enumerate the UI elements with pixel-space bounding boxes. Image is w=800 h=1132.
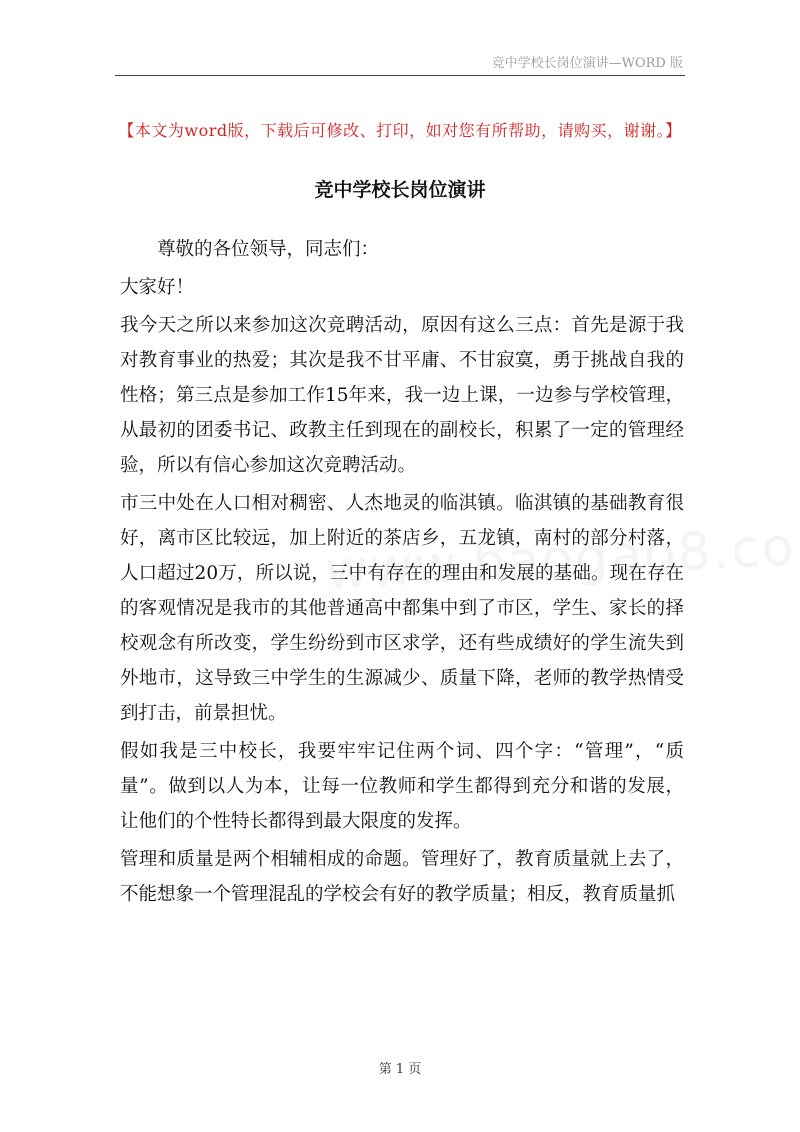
paragraph: 管理和质量是两个相辅相成的命题。管理好了，教育质量就上去了，不能想象一个管理混乱的学校会有好的教学质量；相反，教育质量抓: [120, 849, 684, 905]
paragraph: 我今天之所以来参加这次竞聘活动，原因有这么三点：首先是源于我对教育事业的热爱；其次是我不甘平庸、不甘寂寞，勇于挑战自我的性格；第三点是参加工作15年来，我一边上课，一边参与学校管理，从最初的团委书记、政教主任到现在的副校长，积累了一定的管理经验，所以有信心参加这次竞聘活动。: [120, 315, 684, 476]
paragraph: 市三中处在人口相对稠密、人杰地灵的临淇镇。临淇镇的基础教育很好，离市区比较远，加上附近的茶店乡，五龙镇，南村的部分村落，人口超过20万，所以说，三中有存在的理由和发展的基础。现在存在的客观情况是我市的其他普通高中都集中到了市区，学生、家长的择校观念有所改变，学生纷纷到市区求学，还有些成绩好的学生流失到外地市，这导致三中学生的生源减少、质量下降，老师的教学热情受到打击，前景担忧。: [120, 493, 684, 724]
running-header: 竞中学校长岗位演讲—WORD 版: [491, 56, 683, 71]
greeting: 大家好！: [120, 277, 195, 298]
paragraph: 假如我是三中校长，我要牢牢记住两个词、四个字：“管理”，“质量”。做到以人为本，让每一位教师和学生都得到充分和谐的发展，让他们的个性特长都得到最大限度的发挥。: [120, 741, 684, 832]
header-divider: [115, 75, 685, 76]
download-notice: 【本文为word版，下载后可修改、打印，如对您有所帮助，请购买，谢谢。】: [118, 121, 682, 140]
page-number: 第 1 页: [378, 1062, 422, 1077]
document-title: 竞中学校长岗位演讲: [314, 179, 486, 201]
salutation: 尊敬的各位领导，同志们：: [157, 239, 380, 260]
